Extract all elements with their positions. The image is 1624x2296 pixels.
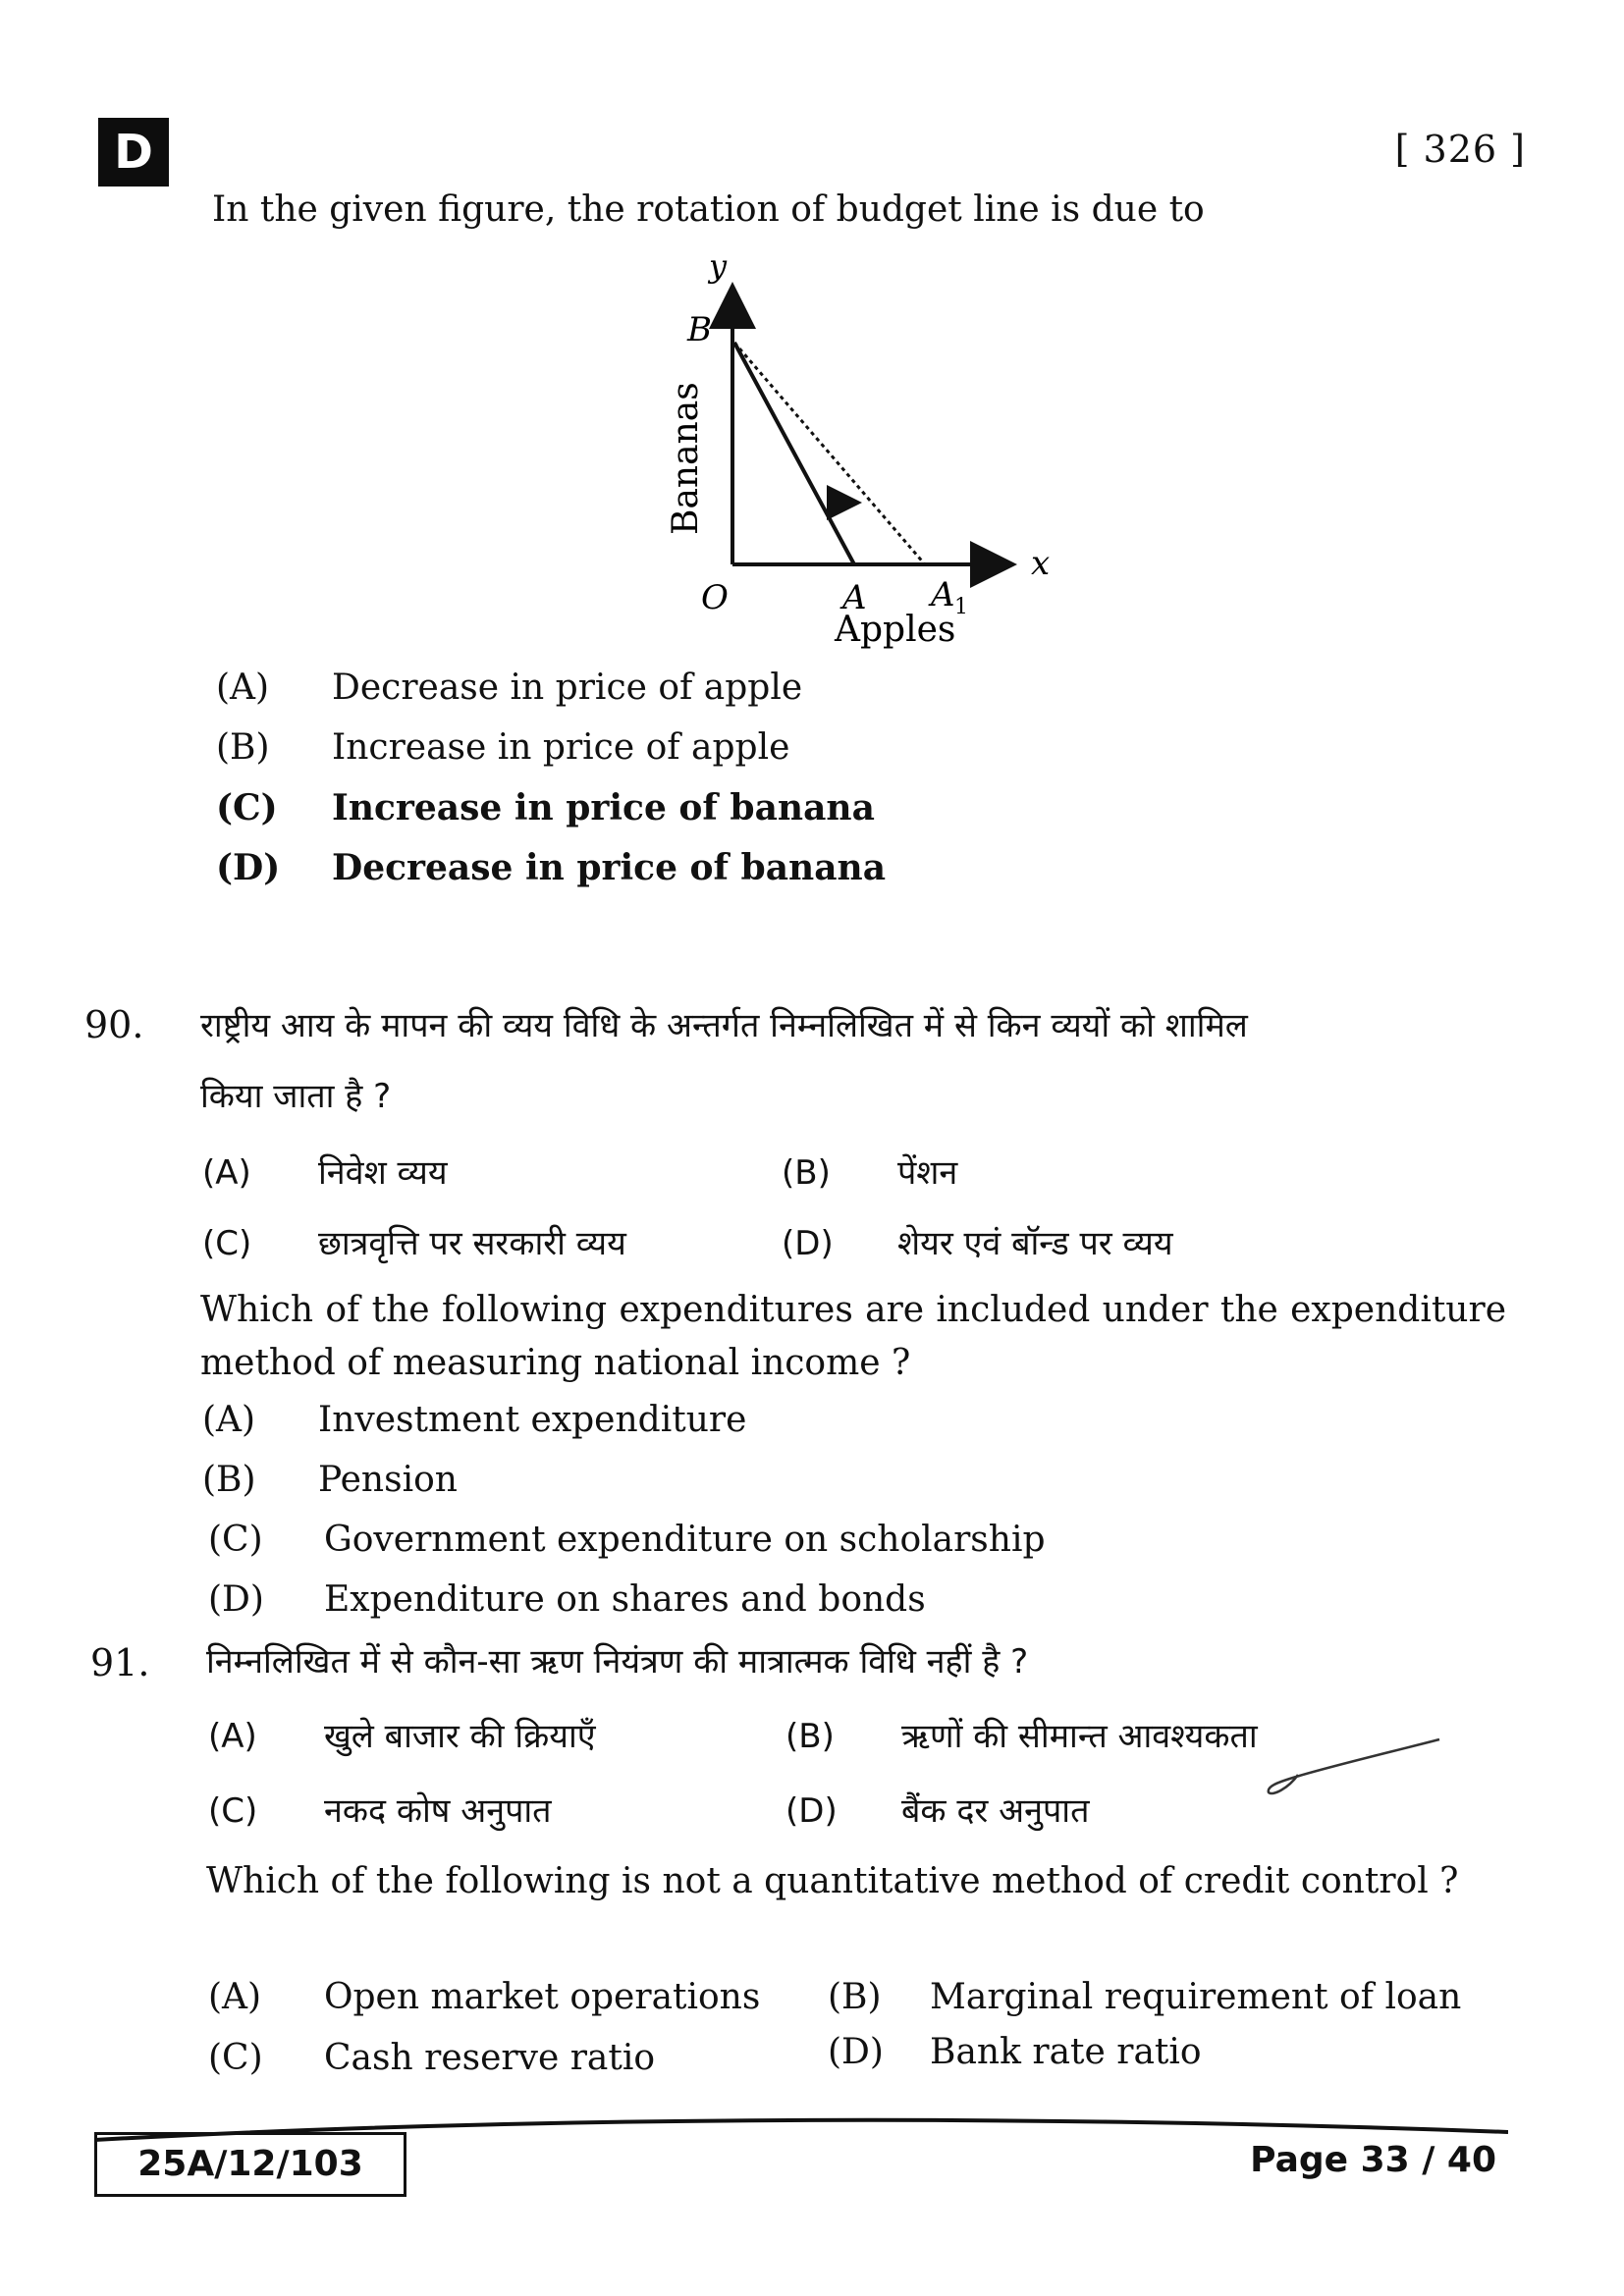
point-b-label: B [687, 310, 712, 349]
q90-hi-option-c[interactable]: (C) छात्रवृत्ति पर सरकारी व्यय [202, 1224, 626, 1263]
question-90-text-english: Which of the following expenditures are included under the expenditure method of measuring national income ? [200, 1290, 1506, 1383]
q90-en-option-c[interactable]: (C) Government expenditure on scholarship [208, 1520, 1046, 1560]
q90-hi-option-b[interactable]: (B) पेंशन [782, 1153, 958, 1193]
question-90-text-hindi-line1: राष्ट्रीय आय के मापन की व्यय विधि के अन्तर्गत निम्नलिखित में से किन व्ययों को शामिल [200, 1006, 1248, 1045]
q90-en-option-b[interactable]: (B) Pension [202, 1460, 458, 1500]
point-a1-subscript: 1 [954, 595, 968, 619]
question-91-text-hindi: निम्नलिखित में से कौन-सा ऋण नियंत्रण की मात्रात्मक विधि नहीं है ? [206, 1642, 1029, 1682]
q91-hi-option-b[interactable]: (B) ऋणों की सीमान्त आवश्यकता [785, 1717, 1258, 1756]
q91-en-option-a[interactable]: (A) Open market operations [208, 1977, 761, 2017]
question-91-number: 91. [90, 1641, 150, 1684]
paper-code-box: 25A/12/103 [94, 2132, 406, 2197]
budget-line-original [734, 343, 854, 564]
q91-hi-option-d[interactable]: (D) बैंक दर अनुपात [785, 1791, 1090, 1831]
origin-label: O [701, 578, 729, 617]
budget-line-figure [638, 250, 1090, 653]
pen-mark-icon [1247, 1728, 1453, 1806]
q91-hi-option-c[interactable]: (C) नकद कोष अनुपात [208, 1791, 552, 1831]
q90-hi-option-a[interactable]: (A) निवेश व्यय [202, 1153, 448, 1193]
question-90-text-hindi-line2: किया जाता है ? [200, 1077, 392, 1116]
q90-en-option-d[interactable]: (D) Expenditure on shares and bonds [208, 1579, 926, 1620]
y-axis-label: Bananas [666, 382, 706, 535]
question-89-text: In the given figure, the rotation of budget line is due to [212, 189, 1205, 230]
q91-hi-option-a[interactable]: (A) खुले बाजार की क्रियाएँ [208, 1717, 596, 1756]
option-c[interactable]: (C) Increase in price of banana [216, 787, 875, 828]
point-a-label: A [842, 578, 867, 617]
question-90-number: 90. [84, 1003, 144, 1046]
q90-en-option-a[interactable]: (A) Investment expenditure [202, 1400, 747, 1440]
option-a[interactable]: (A) Decrease in price of apple [216, 667, 803, 708]
page-code: [ 326 ] [1394, 128, 1526, 171]
set-badge: D [98, 118, 169, 187]
y-axis-symbol: y [709, 250, 728, 285]
q91-en-option-c[interactable]: (C) Cash reserve ratio [208, 2038, 656, 2078]
x-axis-label: Apples [835, 610, 956, 650]
budget-line-rotated [734, 343, 925, 564]
option-b[interactable]: (B) Increase in price of apple [216, 727, 790, 768]
question-90-options-english [202, 1400, 1046, 1639]
question-91-text-english: Which of the following is not a quantitative method of credit control ? [206, 1861, 1459, 1901]
q91-en-option-b[interactable]: (B) Marginal requirement of loan [828, 1977, 1462, 2017]
page-number: Page 33 / 40 [1250, 2140, 1496, 2180]
question-89-options [216, 667, 886, 907]
q90-hi-option-d[interactable]: (D) शेयर एवं बॉन्ड पर व्यय [782, 1224, 1173, 1263]
point-a1-label: A [931, 575, 955, 614]
q91-en-option-d[interactable]: (D) Bank rate ratio [828, 2032, 1202, 2072]
option-d[interactable]: (D) Decrease in price of banana [216, 847, 887, 888]
x-axis-symbol: x [1031, 544, 1051, 583]
